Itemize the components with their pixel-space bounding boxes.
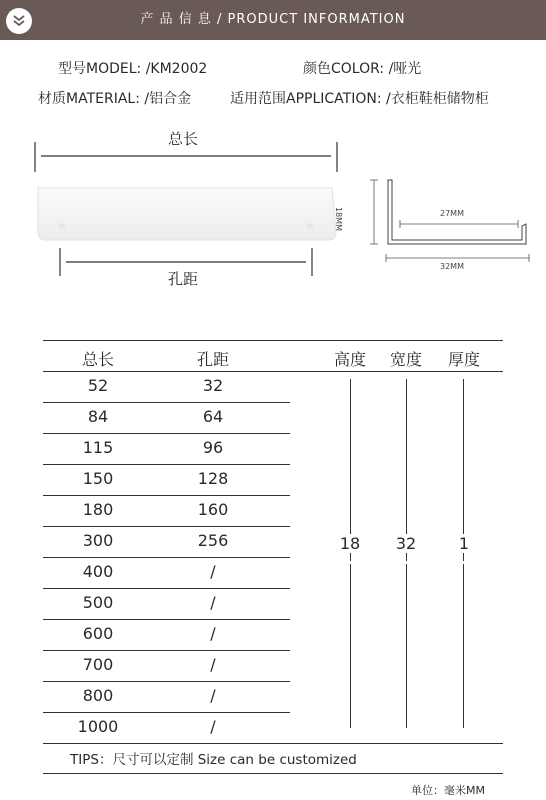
row-divider <box>43 464 290 465</box>
row-hole-distance: 96 <box>202 438 224 457</box>
info-application: 适用范围APPLICATION: /衣柜鞋柜储物柜 <box>230 91 489 107</box>
table-top-border <box>43 340 503 341</box>
row-hole-distance: 128 <box>197 469 229 488</box>
tips-bottom-border <box>43 773 503 774</box>
header-bottom-border <box>43 371 503 372</box>
header-hole-distance: 孔距 <box>196 350 229 369</box>
outer-width-label: 32MM <box>440 262 464 271</box>
header-width: 宽度 <box>389 350 422 369</box>
height-line-bottom <box>350 564 351 728</box>
row-total-length: 150 <box>82 469 114 488</box>
width-line-bottom <box>406 564 407 728</box>
row-total-length: 800 <box>82 686 114 705</box>
row-total-length: 52 <box>87 376 109 395</box>
info-color: 颜色COLOR: /哑光 <box>303 61 422 77</box>
hole-right <box>307 223 313 229</box>
hole-distance-label: 孔距 <box>168 270 199 288</box>
row-hole-distance: / <box>210 686 216 705</box>
thickness-line-bottom <box>463 564 464 728</box>
row-total-length: 1000 <box>77 717 119 736</box>
row-total-length: 600 <box>82 624 114 643</box>
row-divider <box>43 588 290 589</box>
row-total-length: 400 <box>82 562 114 581</box>
row-divider <box>43 619 290 620</box>
header-height: 高度 <box>333 350 366 369</box>
row-hole-distance: / <box>210 593 216 612</box>
header-title: 产 品 信 息 / PRODUCT INFORMATION <box>140 12 406 27</box>
header-total-length: 总长 <box>81 350 114 369</box>
inner-width-label: 27MM <box>440 209 464 218</box>
row-divider <box>43 712 290 713</box>
handle-image <box>38 188 336 240</box>
unit-note: 单位：毫米MM <box>411 784 485 797</box>
total-length-label: 总长 <box>168 130 199 148</box>
height-label: 18MM <box>334 207 343 231</box>
row-total-length: 300 <box>82 531 114 550</box>
row-total-length: 115 <box>82 438 114 457</box>
header-thickness: 厚度 <box>447 350 480 369</box>
row-divider <box>43 650 290 651</box>
hole-left <box>59 223 65 229</box>
row-hole-distance: 32 <box>202 376 224 395</box>
row-hole-distance: 160 <box>197 500 229 519</box>
row-total-length: 84 <box>87 407 109 426</box>
row-divider <box>43 495 290 496</box>
info-model: 型号MODEL: /KM2002 <box>58 61 208 77</box>
row-hole-distance: / <box>210 624 216 643</box>
row-divider <box>43 557 290 558</box>
row-hole-distance: / <box>210 655 216 674</box>
tips-text: TIPS：尺寸可以定制 Size can be customized <box>70 752 357 768</box>
row-total-length: 500 <box>82 593 114 612</box>
table-bottom-border <box>43 743 503 744</box>
product-dimension-diagram <box>0 0 546 320</box>
info-material: 材质MATERIAL: /铝合金 <box>38 91 192 107</box>
thickness-value: 1 <box>434 534 494 553</box>
row-divider <box>43 681 290 682</box>
width-value: 32 <box>376 534 436 553</box>
row-divider <box>43 526 290 527</box>
row-divider <box>43 402 290 403</box>
row-hole-distance: 256 <box>197 531 229 550</box>
row-hole-distance: 64 <box>202 407 224 426</box>
row-hole-distance: / <box>210 717 216 736</box>
row-hole-distance: / <box>210 562 216 581</box>
row-divider <box>43 433 290 434</box>
row-total-length: 700 <box>82 655 114 674</box>
row-total-length: 180 <box>82 500 114 519</box>
height-value: 18 <box>320 534 380 553</box>
